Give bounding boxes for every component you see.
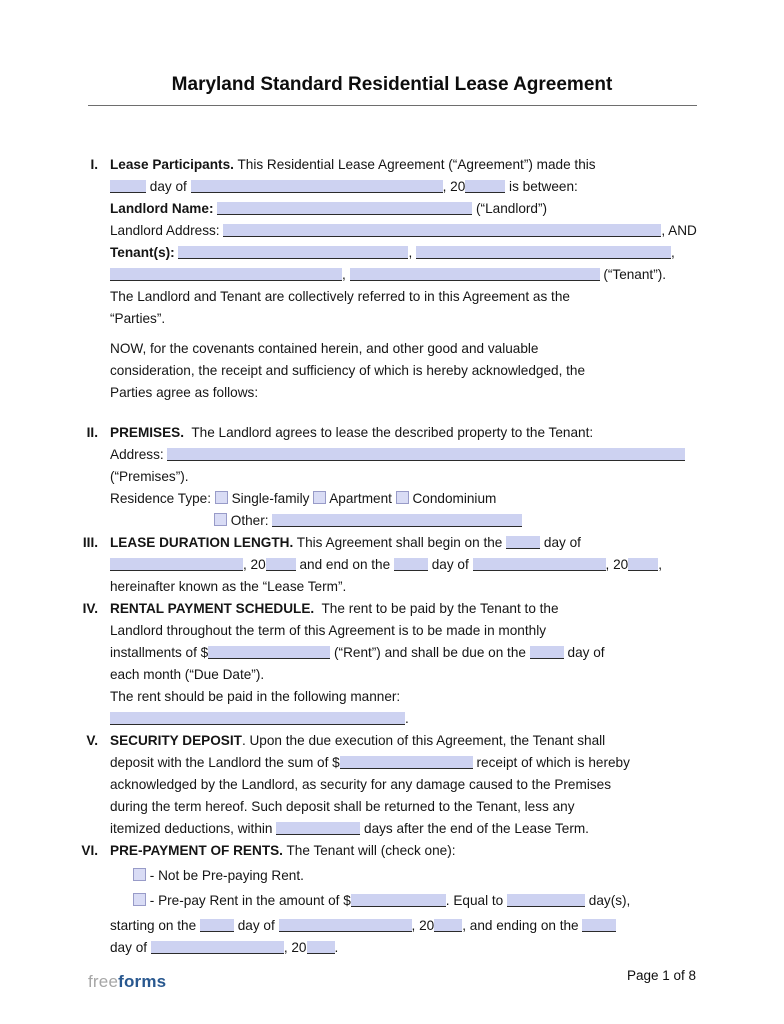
text-run: is between:: [505, 179, 578, 194]
text-run: Other:: [227, 513, 273, 528]
section-number: III.: [82, 535, 98, 550]
text-line: Landlord throughout the term of this Agreement is to be made in monthly: [110, 623, 547, 638]
section-lease-participants: [70, 154, 695, 330]
text-line: each month (“Due Date”).: [110, 667, 265, 682]
text-run: (“Rent”) and shall be due on the: [330, 645, 530, 660]
blank-field-landlord-name[interactable]: [217, 202, 472, 215]
text-run: day of: [146, 179, 191, 194]
blank-field-prepay-end-year[interactable]: [307, 941, 335, 954]
text-line: [110, 198, 697, 220]
blank-field-prepay-amount[interactable]: [351, 894, 446, 907]
checkbox-single-family[interactable]: [215, 491, 228, 504]
text-run: , 20: [411, 918, 435, 933]
section-heading: LEASE DURATION LENGTH.: [110, 535, 294, 550]
blank-field-rent-amount[interactable]: [208, 646, 330, 659]
blank-field-deposit-amount[interactable]: [340, 756, 473, 769]
text-line: [110, 488, 695, 510]
text-run: day of: [233, 918, 279, 933]
text-run: , AND: [661, 223, 697, 238]
blank-field-tenant-4[interactable]: [350, 268, 600, 281]
section-prepayment: [70, 840, 695, 959]
text-line: hereinafter known as the “Lease Term”.: [110, 579, 347, 594]
blank-field-prepay-start-year[interactable]: [434, 919, 462, 932]
section-premises: [70, 422, 695, 532]
text-line: [110, 865, 695, 887]
text-run: starting on the: [110, 918, 200, 933]
checkbox-not-prepaying[interactable]: [133, 868, 146, 881]
blank-field-other-residence[interactable]: [272, 514, 522, 527]
text-run: , and ending on the: [462, 918, 583, 933]
blank-field-end-year[interactable]: [628, 558, 658, 571]
text-run: Single-family: [227, 491, 314, 506]
text-line: [110, 242, 697, 264]
blank-field-end-day[interactable]: [394, 558, 428, 571]
text-line: [110, 220, 697, 242]
text-run: installments of $: [110, 645, 209, 660]
text-run: Address:: [110, 447, 168, 462]
text-line: [110, 532, 695, 554]
text-run: , 20: [243, 557, 266, 572]
text-line: during the term hereof. Such deposit shall be returned to the Tenant, less any: [110, 799, 575, 814]
text-run: .: [334, 940, 339, 955]
blank-field-month[interactable]: [191, 180, 443, 193]
text-run: receipt of which is hereby: [472, 755, 630, 770]
text-line: [110, 818, 695, 840]
blank-field-tenant-2[interactable]: [416, 246, 671, 259]
section-number: I.: [90, 157, 98, 172]
freeforms-logo: [88, 972, 166, 992]
text-run: .: [405, 711, 409, 726]
section-heading: RENTAL PAYMENT SCHEDULE.: [110, 601, 315, 616]
section-heading: PRE-PAYMENT OF RENTS.: [110, 843, 283, 858]
text-run: itemized deductions, within: [110, 821, 277, 836]
text-line: [110, 444, 695, 466]
text-run: (“Tenant”).: [599, 267, 667, 282]
text-run: ,: [671, 245, 675, 260]
checkbox-apartment[interactable]: [313, 491, 326, 504]
text-run: . Equal to: [445, 893, 507, 908]
text-line: [110, 840, 695, 862]
text-line: The Landlord and Tenant are collectively referred to in this Agreement as the: [110, 289, 570, 304]
text-run: This Residential Lease Agreement (“Agreement”) made this: [233, 157, 596, 172]
text-run: day(s),: [585, 893, 631, 908]
checkbox-condominium[interactable]: [396, 491, 409, 504]
text-run: Condominium: [408, 491, 497, 506]
text-line: [110, 154, 697, 176]
text-run: , 20: [283, 940, 307, 955]
text-line: [110, 937, 695, 959]
text-run: Landlord Name:: [110, 201, 218, 216]
blank-field-prepay-start-day[interactable]: [200, 919, 234, 932]
blank-field-prepay-end-day[interactable]: [582, 919, 616, 932]
text-line: [110, 752, 695, 774]
page-number: Page 1 of 8: [626, 968, 696, 983]
text-line: [110, 510, 695, 532]
text-line: The rent should be paid in the following manner:: [110, 689, 401, 704]
blank-field-payment-manner[interactable]: [110, 712, 405, 725]
text-run: The Tenant will (check one):: [282, 843, 456, 858]
text-line: [110, 890, 695, 912]
text-run: , 20: [442, 179, 466, 194]
section-number: IV.: [82, 601, 98, 616]
section-heading: PREMISES.: [110, 425, 185, 440]
text-run: - Not be Pre-paying Rent.: [146, 868, 304, 883]
blank-field-return-days[interactable]: [276, 822, 360, 835]
section-number: V.: [86, 733, 98, 748]
blank-field-landlord-address[interactable]: [223, 224, 661, 237]
text-line: [110, 176, 697, 198]
text-run: Landlord Address:: [110, 223, 224, 238]
text-run: The Landlord agrees to lease the described property to the Tenant:: [184, 425, 594, 440]
text-line: [110, 598, 695, 620]
text-run: and end on the: [295, 557, 394, 572]
document-title: Maryland Standard Residential Lease Agreement: [171, 74, 613, 95]
text-run: Apartment: [326, 491, 396, 506]
blank-field-premises-address[interactable]: [167, 448, 685, 461]
section-heading: Lease Participants.: [110, 157, 234, 172]
text-line: (“Premises”).: [110, 469, 189, 484]
text-run: , 20: [605, 557, 629, 572]
text-run: day of: [563, 645, 605, 660]
text-line: [110, 642, 695, 664]
text-line: consideration, the receipt and sufficiency of which is hereby acknowledged, the: [110, 363, 586, 378]
text-run: Residence Type:: [110, 491, 215, 506]
logo-free-text: free: [88, 972, 119, 991]
text-run: ,: [342, 267, 350, 282]
checkbox-other[interactable]: [214, 513, 227, 526]
checkbox-prepay[interactable]: [133, 893, 146, 906]
section-security-deposit: [70, 730, 695, 840]
blank-field-prepay-start-month[interactable]: [279, 919, 412, 932]
text-run: - Pre-pay Rent in the amount of $: [146, 893, 351, 908]
section-rental-payment: [70, 598, 695, 730]
recitals-paragraph: [70, 338, 695, 404]
text-run: . Upon the due execution of this Agreement, the Tenant shall: [241, 733, 606, 748]
text-run: (“Landlord”): [472, 201, 548, 216]
text-run: days after the end of the Lease Term.: [360, 821, 589, 836]
text-run: ,: [658, 557, 663, 572]
text-line: [110, 915, 695, 937]
text-line: [110, 730, 695, 752]
text-run: day of: [110, 940, 151, 955]
blank-field-due-day[interactable]: [530, 646, 564, 659]
text-line: acknowledged by the Landlord, as security for any damage caused to the Premises: [110, 777, 611, 792]
text-line: “Parties”.: [110, 311, 166, 326]
text-line: [110, 708, 695, 730]
blank-field-tenant-3[interactable]: [110, 268, 342, 281]
text-run: day of: [540, 535, 581, 550]
section-number: II.: [86, 425, 98, 440]
text-run: The rent to be paid by the Tenant to the: [314, 601, 559, 616]
text-line: [110, 264, 697, 286]
text-line: [110, 554, 695, 576]
blank-field-day[interactable]: [110, 180, 146, 193]
document-body: [0, 106, 784, 959]
text-run: This Agreement shall begin on the: [293, 535, 507, 550]
text-run: deposit with the Landlord the sum of $: [110, 755, 340, 770]
logo-forms-text: forms: [118, 972, 167, 991]
text-line: Parties agree as follows:: [110, 385, 259, 400]
blank-field-start-month[interactable]: [110, 558, 243, 571]
section-heading: SECURITY DEPOSIT: [110, 733, 242, 748]
text-run: Tenant(s):: [110, 245, 179, 260]
blank-field-end-month[interactable]: [473, 558, 606, 571]
blank-field-start-day[interactable]: [506, 536, 540, 549]
section-number: VI.: [81, 843, 98, 858]
text-line: NOW, for the covenants contained herein, and other good and valuable: [110, 341, 539, 356]
blank-field-prepay-end-month[interactable]: [151, 941, 284, 954]
blank-field-start-year[interactable]: [266, 558, 296, 571]
section-lease-duration: [70, 532, 695, 598]
blank-field-tenant-1[interactable]: [178, 246, 408, 259]
text-run: day of: [427, 557, 473, 572]
blank-field-year[interactable]: [465, 180, 505, 193]
text-run: ,: [408, 245, 417, 260]
blank-field-prepay-days[interactable]: [507, 894, 585, 907]
text-line: [110, 422, 695, 444]
